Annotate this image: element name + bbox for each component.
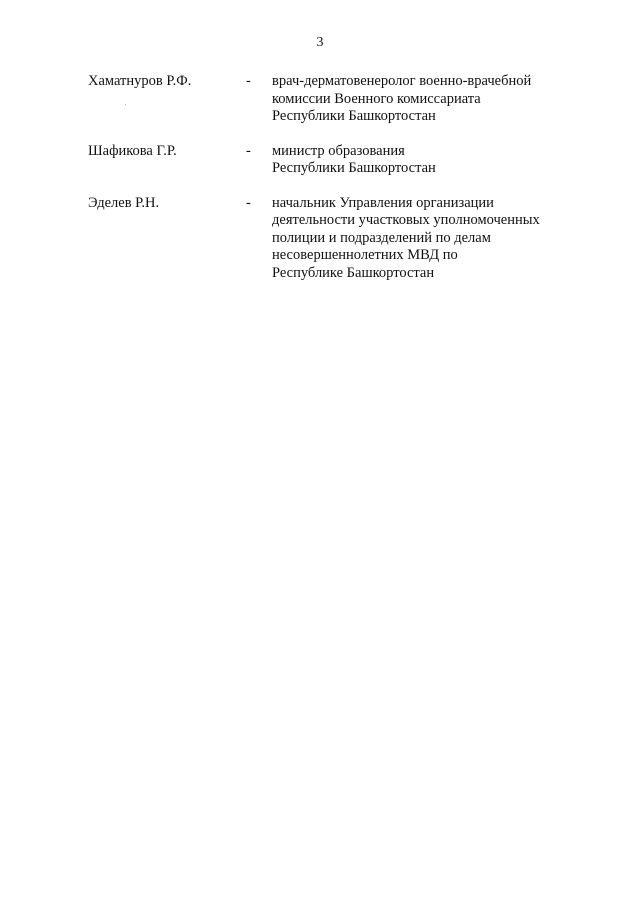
member-position: начальник Управления организации деятельности участковых уполномоченных полиции и подразделений по делам несовершеннолетних МВД по Республике Башкортостан: [272, 194, 540, 281]
member-name: Хаматнуров Р.Ф.: [88, 73, 192, 89]
member-name: Шафикова Г.Р.: [88, 142, 177, 159]
member-entry: [88, 143, 588, 178]
page-number: 3: [316, 35, 324, 50]
member-entry: [88, 73, 588, 126]
member-dash: -: [246, 142, 251, 159]
member-name: Эделев Р.Н.: [88, 194, 160, 211]
member-position: врач-дерматовенеролог военно-врачебной комиссии Военного комиссариата Республики Башкортостан: [272, 73, 532, 124]
member-dash: -: [246, 73, 251, 89]
member-entry: [88, 195, 588, 283]
commission-members-list: [88, 73, 588, 282]
member-position: министр образования Республики Башкортостан: [272, 142, 436, 176]
member-dash: -: [246, 194, 251, 211]
